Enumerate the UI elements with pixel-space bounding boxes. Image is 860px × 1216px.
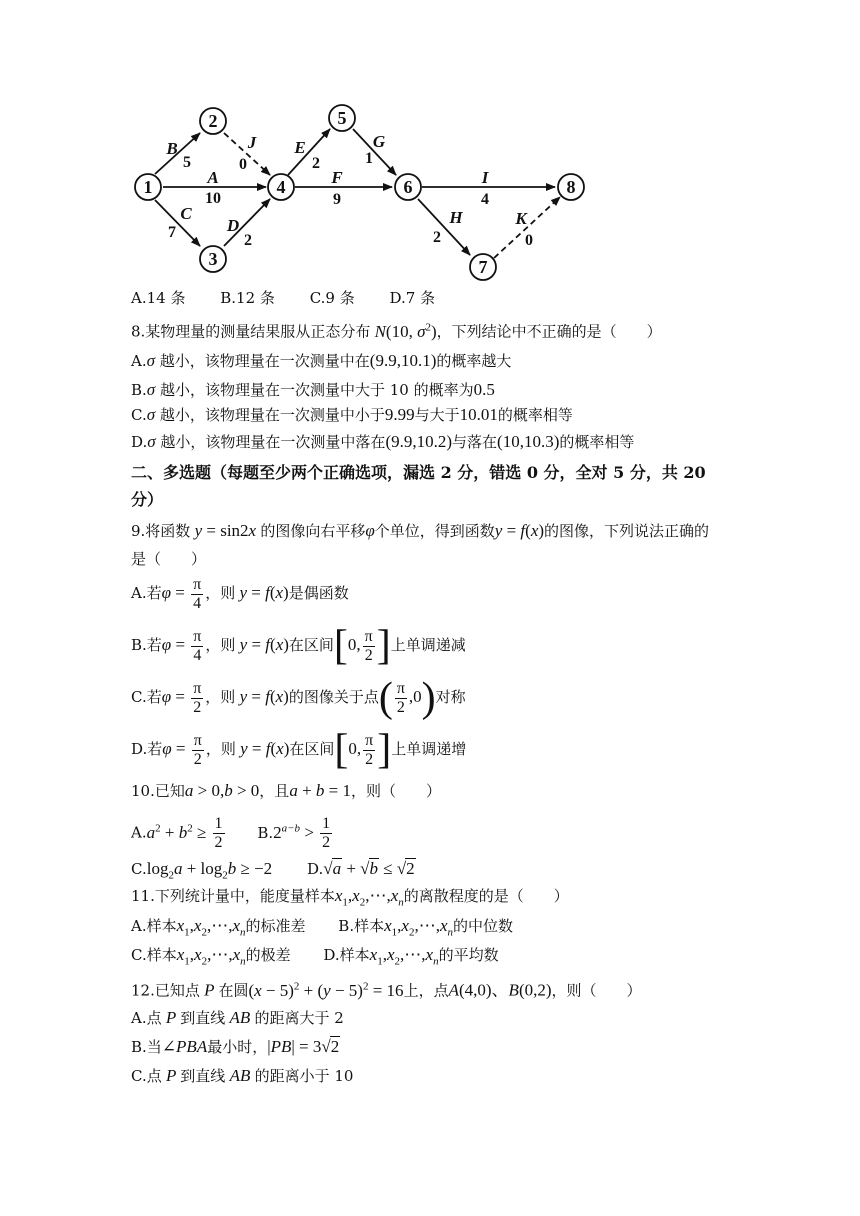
text: 越小，该物理量在一次测量中小于 [155,406,385,424]
formula: 9.99 [384,405,415,424]
text: ，则（ ） [551,981,642,1000]
formula: [0, $\frac{\pi}{2}$ ] [333,623,391,670]
edge-weight: 1 [365,150,373,167]
formula: σ [146,380,156,399]
edge-label: K [515,209,527,228]
text: 对称 [435,688,466,706]
q11-stem [131,886,569,912]
formula: a > 0,b > 0 [184,781,260,800]
text: 的距离大于 2 [254,1009,344,1027]
edge-label: H [449,208,463,227]
node-label: 6 [403,177,413,197]
text: 的中位数 [452,917,513,935]
formula: y = sin2x [194,521,257,540]
formula: a + b = 1 [289,781,351,800]
text: ，则 [205,636,236,654]
edge-weight: 4 [481,191,489,208]
text: ，则 [205,740,236,758]
q8-stem [131,317,662,342]
formula: $x_1,x_2,\cdots,x_n$ [176,945,246,968]
text: 的平均数 [438,946,499,964]
text: 的图像，下列说法正确的 [544,522,710,540]
text: A.样本 [131,917,177,935]
text: B.当 [131,1038,162,1056]
node-label: 2 [208,111,218,131]
text: B. [257,823,274,842]
formula: y = f(x) [239,583,289,602]
text: 个单位，得到函数 [374,522,495,540]
formula: $(x - 5)^2 + (y - 5)^2 = 16$ [248,980,404,1000]
text: ，则 [205,688,236,706]
node-label: 1 [143,177,153,197]
text: 的图像向右平移 [260,522,366,540]
text: 在圆 [218,981,249,1000]
text: D.若 [131,740,163,758]
text: ，且 [259,782,290,800]
text: C.点 [131,1067,162,1085]
text: 的距离小于 10 [254,1067,354,1085]
formula: y = f(x) [239,635,289,654]
text: A.点 [131,1009,162,1027]
formula: φ = $\frac{\pi}{2}$ [162,731,202,768]
q9-option-b [131,623,466,670]
edge-label: I [481,168,489,187]
edge-label: B [166,139,178,158]
text: ，下列结论中不正确的是（ ） [436,322,662,341]
text: A.若 [131,584,162,602]
text: 上，点 [403,981,449,1000]
text: 的概率相等 [559,433,635,451]
formula: (9.9,10.2) [385,432,453,451]
text: 上单调递减 [390,636,466,654]
text: A. [131,823,147,842]
text: ，则（ ） [351,782,442,800]
q9-option-c [131,675,466,722]
q9-option-a [131,573,349,613]
text: 的概率相等 [497,406,573,424]
edge-label: G [372,132,386,151]
formula: ∠PBA [161,1037,208,1056]
formula: $x_1,x_2,\cdots,x_n$ [369,945,439,968]
edge-weight: 2 [244,232,252,249]
edge-weight: 9 [333,191,341,208]
text: 11.下列统计量中，能度量样本 [131,887,335,905]
text: D.样本 [323,946,370,964]
option-a: A.14 条 [131,289,186,307]
text: D. [306,860,324,878]
text: 与落在 [452,433,498,451]
formula: $a^2 + b^2$ ≥ $\frac{1}{2}$ [146,815,223,852]
q12-option-a [131,1008,344,1028]
text: D. [131,433,148,451]
edge-c [155,200,200,246]
edge-label: E [294,138,306,157]
q12-option-b [131,1036,340,1057]
formula: P [161,1066,181,1085]
text: 在区间 [289,740,335,758]
formula: 10.01 [459,405,498,424]
edge-weight: 0 [239,156,247,173]
text: 的概率越大 [436,352,512,370]
formula: σ [146,405,156,424]
text: 10.已知 [131,782,185,800]
text: 12.已知点 [131,981,200,1000]
text: 到直线 [180,1067,226,1085]
text: 越小，该物理量在一次测量中落在 [155,433,386,451]
text: 越小，该物理量在一次测量中大于 10 的概率为 [155,381,474,399]
q10-options-cd [131,858,416,885]
q12-option-c [131,1066,353,1086]
text: 的极差 [245,946,291,964]
formula: P [161,1008,181,1027]
q10-stem [131,781,441,801]
text: 8.某物理量的测量结果服从正态分布 [131,322,371,341]
formula: AB [225,1066,255,1085]
q12-stem [131,976,642,1001]
formula: y = f(x) [240,739,290,758]
node-label: 8 [566,177,576,197]
edge-weight: 0 [525,232,533,249]
q8-option-c [131,405,573,425]
formula: A(4,0)、B(0,2) [448,980,552,1000]
option-c: C.9 条 [309,289,355,307]
q8-option-b [131,380,495,400]
text: 的图像关于点 [288,688,379,706]
network-diagram [0,0,860,290]
formula: φ [365,521,375,540]
text: 的标准差 [245,917,306,935]
text: B.若 [131,636,162,654]
node-label: 5 [337,108,347,128]
formula: σ [146,351,155,370]
text: 在区间 [288,636,334,654]
formula: σ [147,432,156,451]
section-heading-cont: 分） [131,490,164,509]
text: C. [131,406,147,424]
text: 越小，该物理量在一次测量中在 [155,352,370,370]
formula: φ = $\frac{\pi}{4}$ [161,627,202,664]
formula: P [199,980,219,1000]
text: C.样本 [131,946,177,964]
formula: $\log_2a + \log_2b \ge -2$ [146,859,273,882]
formula: (9.9,10.1) [369,351,437,370]
formula: y = f(x) [239,687,289,706]
edge-label: C [180,204,192,223]
text: 的离散程度的是（ ） [403,887,569,905]
formula: 0.5 [473,380,495,399]
edge-label: A [207,168,219,187]
formula: $x_1,x_2,\cdots,x_n$ [176,916,246,939]
formula: AB [225,1008,255,1027]
text: 到直线 [180,1009,226,1027]
q7-options [131,288,435,308]
node-label: 7 [478,257,488,277]
edge-label: D [226,216,240,235]
text: 与大于 [414,406,460,424]
formula: [0, $\frac{\pi}{2}$ ] [334,727,392,774]
text: 最小时， [207,1038,268,1056]
formula: ( $\frac{\pi}{2}$ ,0) [378,675,436,722]
formula: $2^{a-b}$ > $\frac{1}{2}$ [273,815,331,852]
text: 9.将函数 [131,522,191,540]
q11-options-cd [131,945,499,971]
q10-options-ab [131,808,334,853]
text: C. [131,860,147,878]
option-b: B.12 条 [220,289,275,307]
text: ，则 [205,584,236,602]
formula: (10,10.3) [497,432,560,451]
q9-stem-cont: 是（ ） [131,550,207,568]
section-heading: 二、多选题（每题至少两个正确选项，漏选 2 分，错选 0 分，全对 5 分，共 20 [131,463,706,482]
formula: y = f(x) [494,521,545,540]
formula: $x_1,x_2,\cdots,x_n$ [334,886,404,909]
edge-weight: 7 [168,224,176,241]
formula: √a + √b ≤ √2 [323,859,415,878]
formula: $x_1,x_2,\cdots,x_n$ [384,916,453,939]
q9-stem [131,521,709,541]
formula: N(10, $\sigma^2$) [374,321,437,341]
edge-weight: 5 [183,154,191,171]
text: A. [131,352,147,370]
text: 是偶函数 [288,584,349,602]
formula: φ = $\frac{\pi}{4}$ [161,575,202,612]
q11-options-ab [131,916,513,942]
text: B.样本 [338,917,385,935]
edge-weight: 2 [312,155,320,172]
edge-label: F [331,168,343,187]
q8-option-a [131,351,511,371]
node-label: 4 [276,177,286,197]
node-label: 3 [208,249,218,269]
q8-option-d [131,432,634,452]
text: C.若 [131,688,162,706]
text: 上单调递增 [391,740,467,758]
edge-label: J [247,133,257,152]
edge-weight: 10 [205,190,221,207]
option-d: D.7 条 [389,289,436,307]
formula: |PB| = 3√2 [267,1037,340,1056]
text: B. [131,381,147,399]
q9-option-d [131,727,467,774]
formula: φ = $\frac{\pi}{2}$ [161,679,202,716]
edge-weight: 2 [433,229,441,246]
